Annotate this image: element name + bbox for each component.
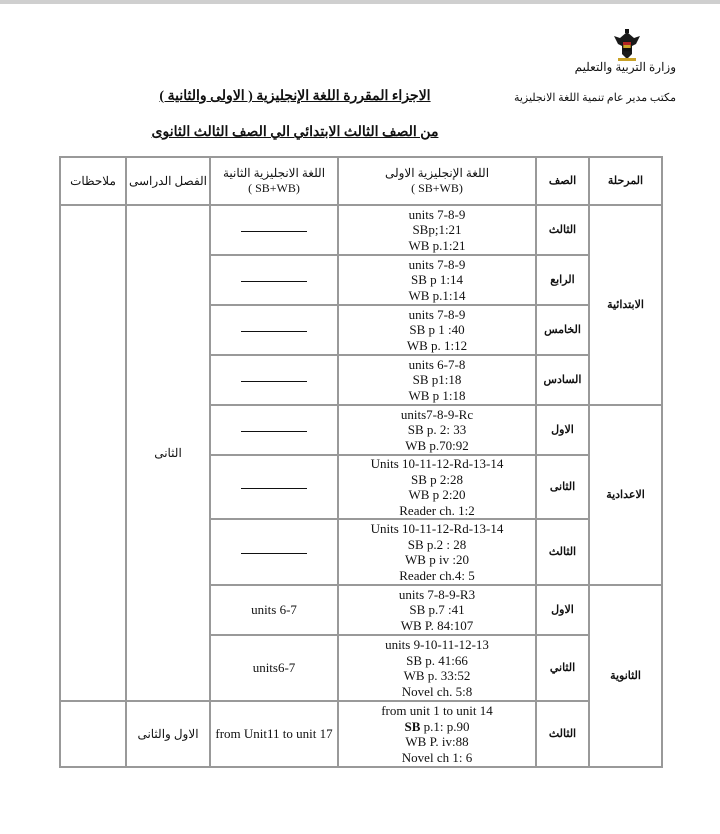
english1-cell: units 6-7-8 SB p1:18 WB p 1:18 xyxy=(338,355,536,405)
notes-cell xyxy=(60,701,126,767)
page-subtitle: من الصف الثالث الابتدائي الي الصف الثالث الثانوى xyxy=(151,125,439,140)
term-cell-both: الاول والثانى xyxy=(126,701,210,767)
english1-cell: units7-8-9-Rc SB p. 2: 33 WB p.70:92 xyxy=(338,405,536,455)
header-notes: ملاحظات xyxy=(60,157,126,205)
dash-line xyxy=(241,553,307,554)
grade-cell: السادس xyxy=(536,355,589,405)
table-header-row xyxy=(60,157,662,205)
english2-cell xyxy=(210,205,338,255)
grade-cell: الثالث xyxy=(536,701,589,767)
dash-line xyxy=(241,381,307,382)
header-stage: المرحلة xyxy=(589,157,662,205)
page-title: الاجزاء المقررة اللغة الإنجليزية ( الاولى والثانية ) xyxy=(159,89,431,104)
english1-cell: units 7-8-9 SB p 1:14 WB p.1:14 xyxy=(338,255,536,305)
curriculum-table xyxy=(59,156,663,768)
english2-cell xyxy=(210,455,338,519)
grade-cell: الثالث xyxy=(536,205,589,255)
header-english2: اللغة الانجليزية الثانية ( SB+WB) xyxy=(210,157,338,205)
english2-cell: from Unit11 to unit 17 xyxy=(210,701,338,767)
english1-cell: units 7-8-9 SBp;1:21 WB p.1:21 xyxy=(338,205,536,255)
english2-cell xyxy=(210,519,338,585)
english1-cell: Units 10-11-12-Rd-13-14 SB p 2:28 WB p 2:20 Reader ch. 1:2 xyxy=(338,455,536,519)
english1-cell: from unit 1 to unit 14 SB p.1: p.90 WB P. iv:88 Novel ch 1: 6 xyxy=(338,701,536,767)
stage-cell-secondary: الثانوية xyxy=(589,585,662,767)
stage-cell-preparatory: الاعدادية xyxy=(589,405,662,585)
header-term: الفصل الدراسى xyxy=(126,157,210,205)
header-grade: الصف xyxy=(536,157,589,205)
header-english1: اللغة الإنجليزية الاولى ( SB+WB) xyxy=(338,157,536,205)
dash-line xyxy=(241,231,307,232)
grade-cell: الاول xyxy=(536,585,589,635)
top-border xyxy=(0,0,720,4)
english2-cell: units 6-7 xyxy=(210,585,338,635)
english2-cell xyxy=(210,405,338,455)
dash-line xyxy=(241,331,307,332)
table-row xyxy=(60,205,662,255)
dash-line xyxy=(241,281,307,282)
grade-cell: الاول xyxy=(536,405,589,455)
grade-cell: الرابع xyxy=(536,255,589,305)
grade-cell: الثاني xyxy=(536,635,589,701)
table-row xyxy=(60,701,662,767)
grade-cell: الخامس xyxy=(536,305,589,355)
english1-cell: units 7-8-9-R3 SB p.7 :41 WB P. 84:107 xyxy=(338,585,536,635)
grade-cell: الثالث xyxy=(536,519,589,585)
english2-cell xyxy=(210,305,338,355)
dash-line xyxy=(241,488,307,489)
english1-cell: Units 10-11-12-Rd-13-14 SB p.2 : 28 WB p iv :20 Reader ch.4: 5 xyxy=(338,519,536,585)
ministry-name: وزارة التربية والتعليم xyxy=(574,60,676,74)
english1-cell: units 7-8-9 SB p 1 :40 WB p. 1:12 xyxy=(338,305,536,355)
english1-cell: units 9-10-11-12-13 SB p. 41:66 WB p. 33:52 Novel ch. 5:8 xyxy=(338,635,536,701)
term-cell-second: الثانى xyxy=(126,205,210,701)
notes-cell xyxy=(60,205,126,701)
english2-cell xyxy=(210,255,338,305)
grade-cell: الثانى xyxy=(536,455,589,519)
stage-cell-primary: الابتدائية xyxy=(589,205,662,405)
english2-cell: units6-7 xyxy=(210,635,338,701)
english2-cell xyxy=(210,355,338,405)
eagle-emblem-icon xyxy=(612,28,642,62)
dash-line xyxy=(241,431,307,432)
office-name: مكتب مدير عام تنمية اللغة الانجليزية xyxy=(513,92,676,104)
